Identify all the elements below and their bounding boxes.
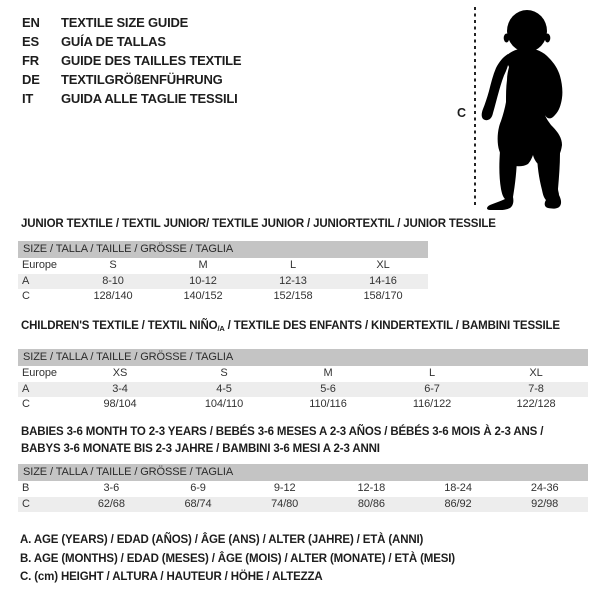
table-cell: 4-5 (216, 382, 232, 395)
baby-figure (440, 0, 600, 215)
footnote: A. AGE (YEARS) / EDAD (AÑOS) / ÂGE (ANS) / ALTER (JAHRE) / ETÀ (ANNI) (20, 534, 424, 546)
table-row (18, 382, 588, 398)
row-label: C (22, 290, 30, 302)
language-code: IT (22, 91, 34, 106)
footnotes (20, 531, 455, 587)
table-title-text: JUNIOR TEXTILE / TEXTIL JUNIOR/ TEXTILE JUNIOR / JUNIORTEXTIL / JUNIOR TESSILE (21, 218, 496, 230)
table-cell: 3-6 (103, 482, 120, 494)
table-row (18, 274, 428, 290)
row-label: C (22, 398, 30, 410)
table-cell: S (109, 259, 117, 271)
table-row (18, 366, 588, 382)
table-title-line (21, 216, 496, 233)
row-label: C (22, 497, 30, 510)
table-cell: M (323, 367, 333, 379)
table-cell: XL (376, 259, 390, 271)
table-cell: 158/170 (363, 290, 403, 302)
table-rows (18, 481, 588, 512)
table-cell: 14-16 (369, 274, 397, 287)
table-cell: M (198, 259, 208, 271)
table-cell: 140/152 (183, 290, 223, 302)
table-row (18, 497, 588, 513)
table-title-text: BABIES 3-6 MONTH TO 2-3 YEARS / BEBÉS 3-6 MESES A 2-3 AÑOS / BÉBÉS 3-6 MOIS À 2-3 ANS / (21, 426, 544, 438)
language-title: GUIDE DES TAILLES TEXTILE (61, 53, 242, 68)
language-code: DE (22, 72, 40, 87)
table-cell: L (428, 367, 436, 379)
size-table-section (18, 318, 588, 413)
table-cell: 6-9 (190, 482, 206, 494)
table-cell: 128/140 (93, 290, 133, 302)
language-row (22, 89, 241, 108)
language-row (22, 70, 241, 89)
table-cell: XL (529, 367, 543, 379)
table-title-text: CHILDREN'S TEXTILE / TEXTIL NIÑO (21, 320, 218, 332)
table-cell: 92/98 (531, 497, 559, 510)
table-title-text: / TEXTILE DES ENFANTS / KINDERTEXTIL / BAMBINI TESSILE (224, 320, 560, 332)
language-title: TEXTILE SIZE GUIDE (61, 15, 189, 30)
table-cell: 6-7 (424, 382, 440, 395)
table-cell: 122/128 (516, 398, 556, 410)
table-cell: 74/80 (271, 497, 299, 510)
table-title-line (21, 318, 588, 335)
table-title-text: BABYS 3-6 MONATE BIS 2-3 JAHRE / BAMBINI 3-6 MESI A 2-3 ANNI (21, 443, 380, 455)
table-cell: 5-6 (320, 382, 336, 395)
table-cell: 62/68 (97, 497, 125, 510)
footnote: C. (cm) HEIGHT / ALTURA / HAUTEUR / HÖHE / ALTEZZA (20, 571, 323, 583)
table-cell: 18-24 (444, 482, 472, 494)
table-rows (18, 366, 588, 413)
language-list (22, 13, 241, 108)
language-code: FR (22, 53, 39, 68)
size-table-section (18, 424, 588, 512)
language-title: GUÍA DE TALLAS (61, 34, 166, 49)
table-cell: 8-10 (102, 274, 124, 287)
table-cell: 80/86 (357, 497, 385, 510)
language-title: GUIDA ALLE TAGLIE TESSILI (61, 91, 238, 106)
table-title (18, 318, 588, 335)
table-cell: 152/158 (273, 290, 313, 302)
height-measure-label: C (457, 106, 467, 120)
table-title-text: /A (217, 324, 225, 333)
table-row (18, 289, 428, 305)
table-cell: S (220, 367, 228, 379)
table-title-line (21, 441, 588, 458)
table-cell: 24-36 (530, 482, 559, 494)
table-cell: 98/104 (103, 398, 137, 410)
table-title-line (21, 424, 588, 441)
language-title: TEXTILGRÖßENFÜHRUNG (61, 72, 223, 87)
table-cell: 12-18 (357, 482, 386, 494)
language-code: ES (22, 34, 39, 49)
table-rows (18, 258, 428, 305)
row-label: Europe (22, 259, 57, 271)
language-row (22, 32, 241, 51)
size-band-header: SIZE / TALLA / TAILLE / GRÖSSE / TAGLIA (18, 464, 588, 481)
table-row (18, 258, 428, 274)
table-cell: 9-12 (273, 482, 296, 494)
table-cell: 7-8 (528, 382, 544, 395)
table-title (18, 424, 588, 458)
row-label: A (22, 382, 30, 395)
row-label: Europe (22, 367, 57, 379)
size-band-header: SIZE / TALLA / TAILLE / GRÖSSE / TAGLIA (18, 349, 588, 366)
table-cell: 116/122 (412, 398, 452, 410)
table-cell: 12-13 (279, 274, 307, 287)
baby-silhouette-icon (478, 7, 568, 210)
table-cell: 86/92 (444, 497, 472, 510)
size-band-header: SIZE / TALLA / TAILLE / GRÖSSE / TAGLIA (18, 241, 428, 258)
table-cell: 104/110 (204, 398, 244, 410)
language-row (22, 13, 241, 32)
footnote: B. AGE (MONTHS) / EDAD (MESES) / ÂGE (MOIS) / ALTER (MONATE) / ETÀ (MESI) (20, 552, 455, 565)
row-label: A (22, 274, 30, 287)
language-code: EN (22, 15, 40, 30)
table-cell: 10-12 (189, 274, 217, 287)
row-label: B (22, 482, 30, 494)
table-cell: XS (112, 367, 128, 379)
table-row (18, 397, 588, 413)
table-row (18, 481, 588, 497)
size-table-section (18, 216, 496, 305)
table-cell: 110/116 (309, 398, 347, 410)
language-row (22, 51, 241, 70)
table-cell: L (289, 259, 297, 271)
height-measure-dashed-line (474, 7, 476, 207)
table-cell: 68/74 (184, 497, 212, 510)
table-cell: 3-4 (112, 382, 128, 395)
table-title (18, 216, 496, 233)
